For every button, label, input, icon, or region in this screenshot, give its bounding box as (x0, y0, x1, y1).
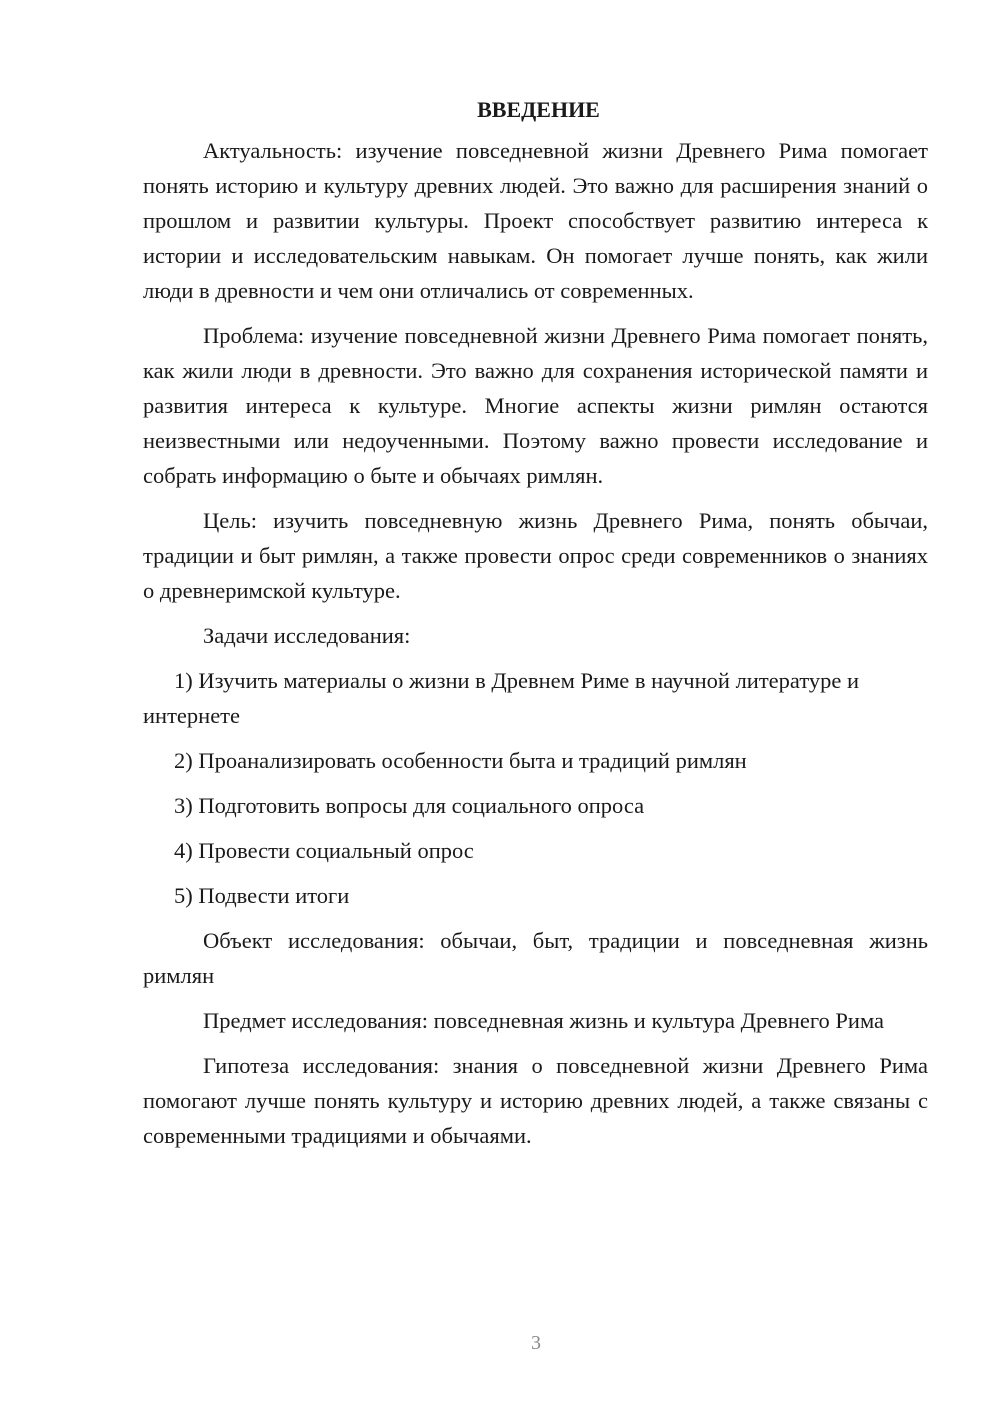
document-page (143, 92, 928, 1163)
task-item: 5) Подвести итоги (174, 883, 350, 908)
task-item: 2) Проанализировать особенности быта и традиций римлян (174, 748, 747, 773)
research-subject-paragraph: Предмет исследования: повседневная жизнь и культура Древнего Рима (203, 1008, 885, 1033)
relevance-paragraph: Актуальность: изучение повседневной жизни Древнего Рима помогает понять историю и культуру древних людей. Это важно для расширения знаний о прошлом и развитии культуры. Проект способствует развитию интереса к истории и исследовательским навыкам. Он помогает лучше понять, как жили люди в древности и чем они отличались от современных. (143, 138, 928, 303)
section-title: ВВЕДЕНИЕ (477, 97, 600, 122)
problem-paragraph: Проблема: изучение повседневной жизни Древнего Рима помогает понять, как жили люди в древности. Это важно для сохранения исторической памяти и развития интереса к культуре. Многие аспекты жизни римлян остаются неизвестными или недоученными. Поэтому важно провести исследование и собрать информацию о быте и обычаях римлян. (143, 323, 928, 488)
task-item: 1) Изучить материалы о жизни в Древнем Риме в научной литературе и интернете (143, 668, 860, 728)
task-item: 4) Провести социальный опрос (174, 838, 474, 863)
research-object-paragraph: Объект исследования: обычаи, быт, традиции и повседневная жизнь римлян (143, 928, 928, 988)
goal-paragraph: Цель: изучить повседневную жизнь Древнего Рима, понять обычаи, традиции и быт римлян, а также провести опрос среди современников о знаниях о древнеримской культуре. (143, 508, 928, 603)
page-number: 3 (531, 1332, 541, 1354)
hypothesis-paragraph: Гипотеза исследования: знания о повседневной жизни Древнего Рима помогают лучше понять культуру и историю древних людей, а также связаны с современными традициями и обычаями. (143, 1053, 928, 1148)
tasks-heading: Задачи исследования: (203, 623, 411, 648)
task-item: 3) Подготовить вопросы для социального опроса (174, 793, 645, 818)
